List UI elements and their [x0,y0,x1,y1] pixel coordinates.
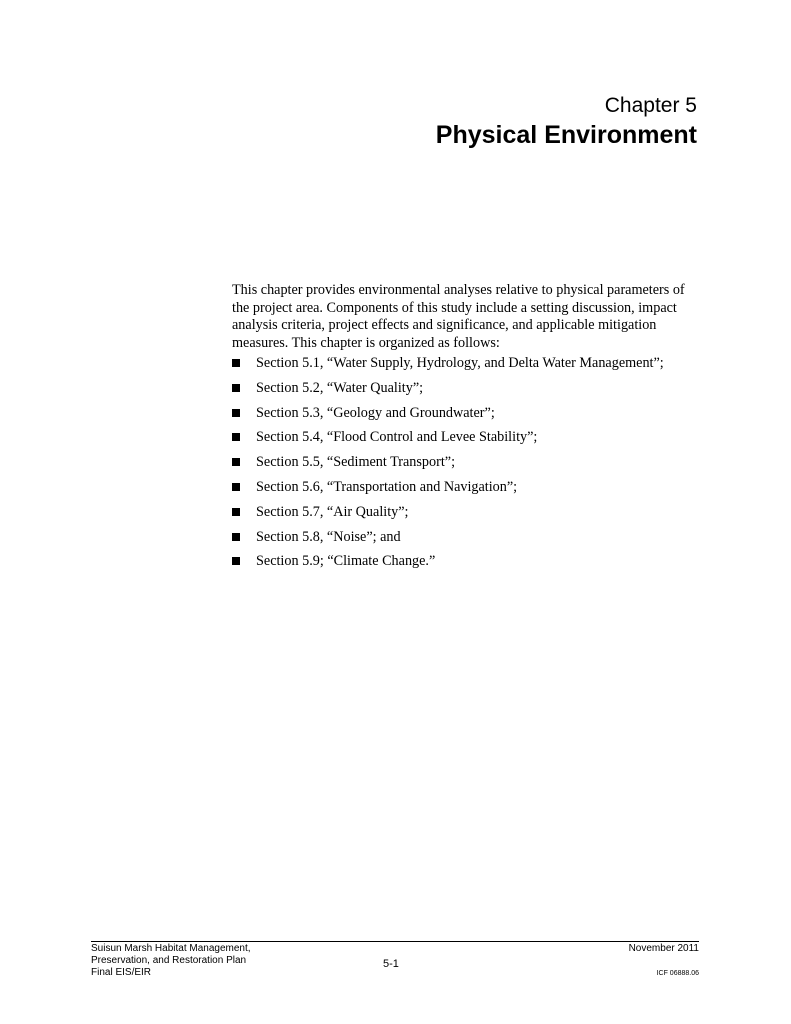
footer-document-line: Final EIS/EIR [91,967,152,979]
section-list-item [232,478,664,503]
section-list-item [232,354,664,379]
section-list-item [232,528,664,553]
section-list-item [232,404,664,429]
section-list-item [232,453,664,478]
page-number: 5-1 [383,958,399,970]
intro-line: the project area. Components of this study include a setting discussion, impact [232,299,677,316]
square-bullet-icon [232,384,240,392]
section-list [232,354,664,577]
footer-date: November 2011 [628,943,699,954]
footer-divider [91,941,699,942]
footer-document-line: Preservation, and Restoration Plan [91,955,247,967]
section-list-item [232,503,664,528]
section-item-text: Section 5.9; “Climate Change.” [256,553,436,570]
chapter-header [436,94,697,150]
section-list-item [232,379,664,404]
square-bullet-icon [232,533,240,541]
footer-document-title [91,943,251,980]
intro-line: measures. This chapter is organized as follows: [232,334,500,351]
square-bullet-icon [232,557,240,565]
footer-document-line: Suisun Marsh Habitat Management, [91,943,251,954]
intro-line: This chapter provides environmental analyses relative to physical parameters of [232,282,685,298]
square-bullet-icon [232,409,240,417]
section-item-text: Section 5.8, “Noise”; and [256,528,401,545]
section-item-text: Section 5.6, “Transportation and Navigation”; [256,478,518,495]
intro-paragraph [232,282,702,352]
section-item-text: Section 5.5, “Sediment Transport”; [256,454,456,471]
intro-line: analysis criteria, project effects and significance, and applicable mitigation [232,317,657,334]
section-list-item [232,428,664,453]
footer-code: ICF 06888.06 [656,970,699,977]
chapter-title: Physical Environment [435,121,697,149]
section-item-text: Section 5.1, “Water Supply, Hydrology, and Delta Water Management”; [256,355,664,371]
chapter-number: Chapter 5 [604,94,697,117]
square-bullet-icon [232,483,240,491]
square-bullet-icon [232,433,240,441]
section-item-text: Section 5.2, “Water Quality”; [256,379,424,396]
square-bullet-icon [232,458,240,466]
section-item-text: Section 5.4, “Flood Control and Levee Stability”; [256,429,538,446]
footer-right-block [629,943,699,979]
square-bullet-icon [232,359,240,367]
section-item-text: Section 5.7, “Air Quality”; [256,503,409,520]
square-bullet-icon [232,508,240,516]
section-item-text: Section 5.3, “Geology and Groundwater”; [256,404,495,421]
section-list-item [232,552,664,577]
